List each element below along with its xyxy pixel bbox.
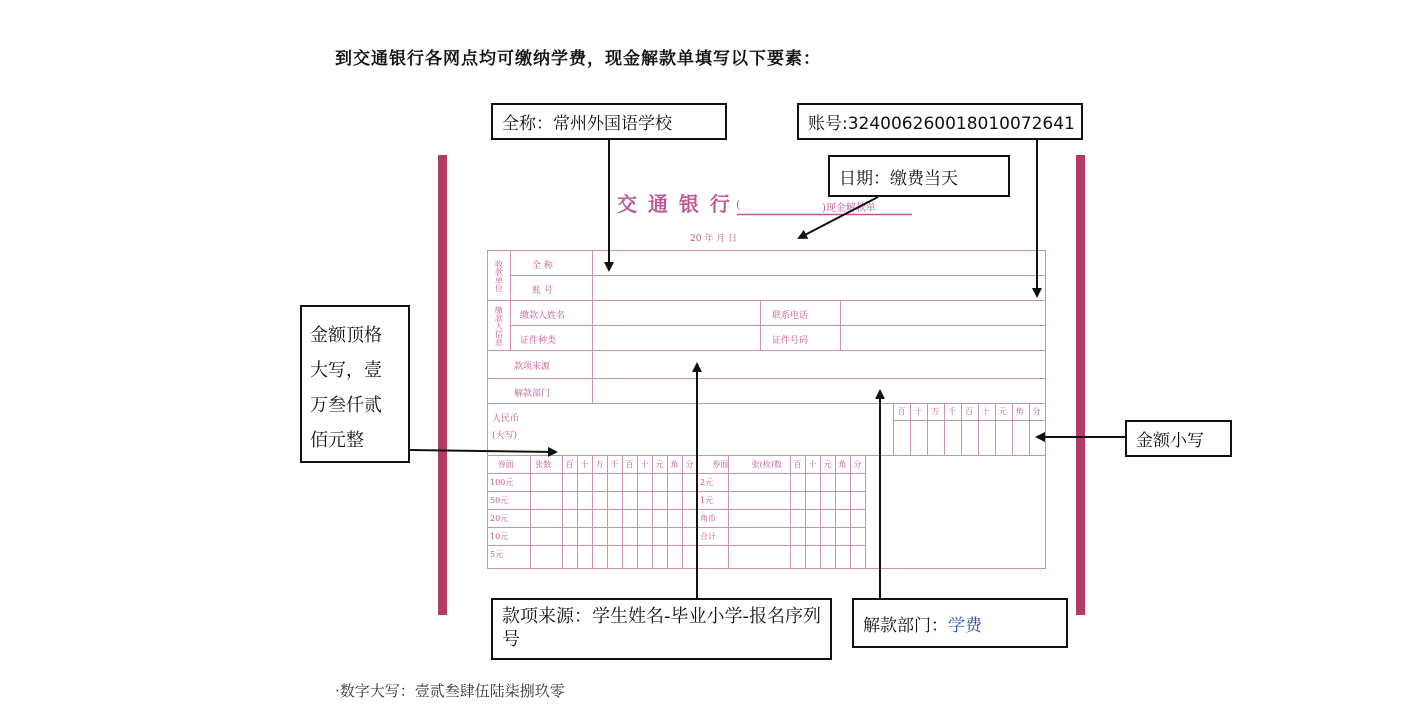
form-account-label: 账 号 xyxy=(532,286,553,296)
denom-right-row-label: 1元 xyxy=(700,495,714,505)
form-date-line: 20 年 月 日 xyxy=(690,234,738,244)
denom-left-digit-label: 十 xyxy=(580,459,589,469)
callout-account-text: 账号:324006260018010072641 xyxy=(808,114,1075,134)
amount-digit-label: 元 xyxy=(998,407,1007,416)
callout-full-name xyxy=(491,103,727,140)
denom-left-header-label: 券面 xyxy=(497,459,514,469)
form-rmb-upper-label: (大写) xyxy=(492,431,518,441)
form-dept-label: 解款部门 xyxy=(514,389,551,399)
denom-left-row-label: 50元 xyxy=(490,495,509,505)
amount-digit-label: 万 xyxy=(931,407,940,416)
denom-right-row-label: 2元 xyxy=(700,477,714,487)
denom-right-row-label: 角币 xyxy=(700,513,716,523)
amount-digit-label: 百 xyxy=(965,407,973,416)
form-id-number-label: 证件号码 xyxy=(772,336,809,346)
denom-left-digit-label: 万 xyxy=(595,459,604,469)
denom-left-digit-label: 千 xyxy=(610,459,619,469)
form-phone-label: 联系电话 xyxy=(772,311,809,321)
denom-left-row-label: 10元 xyxy=(490,531,509,541)
denom-left-row-label: 100元 xyxy=(490,477,514,487)
form-title-paren: ( xyxy=(736,198,741,211)
callout-dept-value: 学费 xyxy=(948,615,982,636)
form-full-name-label: 全 称 xyxy=(532,261,553,271)
denom-left-digit-label: 角 xyxy=(670,459,679,469)
denom-right-header-label: 张(枚)数 xyxy=(751,459,782,469)
callout-full-name-text: 全称：常州外国语学校 xyxy=(502,114,672,134)
form-source-label: 款项来源 xyxy=(514,362,551,372)
callout-source-text: 款项来源：学生姓名-毕业小学-报名序列号 xyxy=(502,606,821,650)
form-payee-section-label: 收款单位 xyxy=(494,259,504,292)
page-heading: 到交通银行各网点均可缴纳学费，现金解款单填写以下要素： xyxy=(335,49,821,69)
callout-dept-label: 解款部门： xyxy=(863,615,948,636)
form-title-suffix: )现金解款单 xyxy=(822,203,876,214)
denom-left-row-label: 5元 xyxy=(490,549,504,559)
callout-amount-upper-line: 佰元整 xyxy=(310,430,364,451)
arrow-date xyxy=(799,197,878,238)
amount-digit-label: 十 xyxy=(914,407,923,416)
denom-right-header-label: 券面 xyxy=(712,459,729,469)
callout-date xyxy=(828,155,1010,197)
amount-digit-label: 百 xyxy=(897,407,906,416)
form-rmb-label: 人民币 xyxy=(492,414,520,424)
callout-date-text: 日期：缴费当天 xyxy=(839,168,958,189)
amount-digit-label: 千 xyxy=(948,407,957,416)
callout-amount-upper-line: 万叁仟贰 xyxy=(310,395,382,416)
denom-left-digit-label: 元 xyxy=(655,459,664,469)
callout-dept xyxy=(852,598,1068,648)
callout-amount-upper-line: 大写，壹 xyxy=(310,360,382,381)
denom-left-digit-label: 十 xyxy=(640,459,649,469)
form-payer-name-label: 缴款人姓名 xyxy=(520,311,566,321)
callout-source xyxy=(491,598,832,660)
denom-right-digit-label: 角 xyxy=(838,459,847,469)
denom-left-header-label: 张数 xyxy=(535,459,552,469)
callout-account xyxy=(797,103,1083,140)
denom-right-digit-label: 元 xyxy=(823,459,832,469)
amount-digit-label: 分 xyxy=(1032,407,1041,416)
denom-right-digit-label: 分 xyxy=(853,459,862,469)
denom-right-digit-label: 十 xyxy=(808,459,817,469)
form-bank-name: 交 通 银 行 xyxy=(617,192,732,216)
callout-amount-upper-line: 金额顶格 xyxy=(310,325,382,346)
amount-digit-label: 十 xyxy=(981,407,990,416)
form-id-type-label: 证件种类 xyxy=(520,336,557,346)
footer-note: ·数字大写：壹贰叁肆伍陆柒捌玖零 xyxy=(335,682,565,700)
denom-left-row-label: 20元 xyxy=(490,513,509,523)
callout-amount-lower-text: 金额小写 xyxy=(1136,431,1204,451)
denom-left-digit-label: 分 xyxy=(685,459,694,469)
denom-right-digit-label: 百 xyxy=(793,459,802,469)
callout-amount-lower xyxy=(1125,420,1232,457)
denom-left-digit-label: 百 xyxy=(565,459,574,469)
arrow-amount-upper xyxy=(410,450,556,452)
form-payer-section-label: 缴款人信息 xyxy=(494,305,504,346)
denom-right-row-label: 合计 xyxy=(700,531,716,541)
amount-digit-label: 角 xyxy=(1015,407,1024,416)
denom-left-digit-label: 百 xyxy=(625,459,634,469)
callout-amount-upper xyxy=(300,305,410,463)
